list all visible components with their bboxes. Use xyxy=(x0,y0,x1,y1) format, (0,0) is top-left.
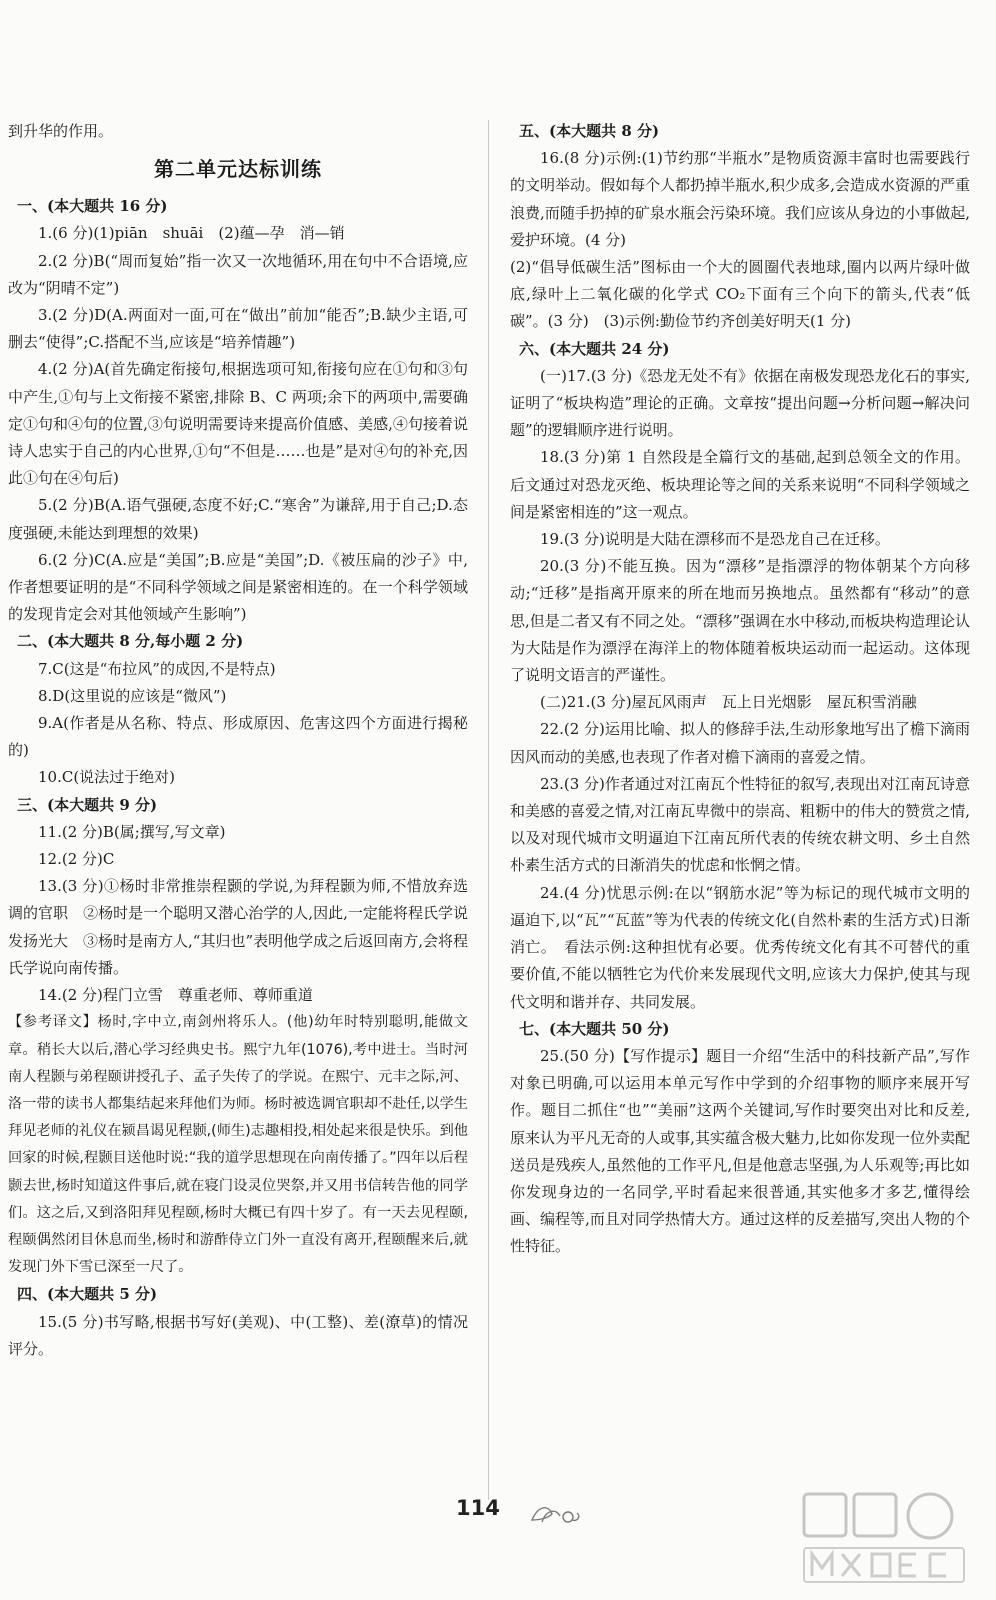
answer-item: 23.(3 分)作者通过对江南瓦个性特征的叙写,表现出对江南瓦诗意和美感的喜爱之情,对江南瓦卑微中的崇高、粗粝中的伟大的赞赏之情,以及对现代城市文明逼迫下江南瓦所代表的传统农耕文明、乡土自然朴素生活方式的日渐消失的忧虑和怅惘之情。 xyxy=(510,774,970,875)
answer-item: 10.C(说法过于绝对) xyxy=(38,768,176,787)
section-heading: 三、(本大题共 9 分) xyxy=(17,795,158,814)
answer-item: 14.(2 分)程门立雪 尊重老师、尊师重道 xyxy=(38,986,313,1005)
answer-item: 24.(4 分)忧思示例:在以“钢筋水泥”等为标记的现代城市文明的逼迫下,以“瓦”“瓦蓝”等为代表的传统文化(自然朴素的生活方式)日渐消亡。 看法示例:这种担忧有必要。优秀传统文化有其不可替代的重要价值,不能以牺牲它为代价来发展现代文明,应该大力保护,使其与现代文明和谐并存、共同发展。 xyxy=(510,883,970,1011)
section-heading: 七、(本大题共 50 分) xyxy=(519,1019,670,1038)
answer-item: 16.(8 分)示例:(1)节约那“半瓶水”是物质资源丰富时也需要践行的文明举动。假如每个人都扔掉半瓶水,积少成多,会造成水资源的严重浪费,而随手扔掉的矿泉水瓶会污染环境。我们应该从身边的小事做起,爱护环境。(4 分) xyxy=(510,149,970,249)
answer-item: 1.(6 分)(1)piān shuāi (2)蕴—孕 消—销 xyxy=(38,224,345,243)
answer-item: 4.(2 分)A(首先确定衔接句,根据选项可知,衔接句应在①句和③句中产生,①句与上文衔接不紧密,排除 B、C 两项;余下的两项中,需要确定①句和④句的位置,③句说明需要诗来提高价值感、美感,④句接着说诗人忠实于自己的内心世界,①句“不但是……也是”是对④句的补充,因此①句在④句后) xyxy=(8,360,468,488)
answer-item: 8.D(这里说的应该是“微风”) xyxy=(38,686,227,705)
answer-item: 9.A(作者是从名称、特点、形成原因、危害这四个方面进行揭秘的) xyxy=(8,714,468,760)
watermark-logo-icon xyxy=(800,1490,980,1590)
answer-item: 19.(3 分)说明是大陆在漂移而不是恐龙自己在迁移。 xyxy=(540,530,890,549)
page-number: 114 xyxy=(456,1496,500,1520)
answer-item: 12.(2 分)C xyxy=(38,850,115,869)
answer-item: 13.(3 分)①杨时非常推崇程颢的学说,为拜程颢为师,不惜放弃选调的官职 ②杨时是一个聪明又潜心治学的人,因此,一定能将程氏学说发扬光大 ③杨时是南方人,“其归也”表明他学成之后返回南方,会将程氏学说向南传播。 xyxy=(8,877,468,977)
answer-item: 7.C(这是“布拉风”的成因,不是特点) xyxy=(38,659,276,678)
answer-item: 20.(3 分)不能互换。因为“漂移”是指漂浮的物体朝某个方向移动;“迁移”是指离开原来的所在地而另换地点。虽然都有“移动”的意思,但是二者又有不同之处。“漂移”强调在水中移动,而板块构造理论认为大陆是作为漂浮在海洋上的物体随着板块运动而一起运动。这体现了说明文语言的严谨性。 xyxy=(510,557,970,685)
answer-item: 5.(2 分)B(A.语气强硬,态度不好;C.“寒舍”为谦辞,用于自己;D.态度强硬,未能达到理想的效果) xyxy=(8,496,468,542)
answer-paragraph: (2)“倡导低碳生活”图标由一个大的圆圈代表地球,圈内以两片绿叶做底,绿叶上二氧化碳的化学式 CO₂下面有三个向下的箭头,代表“低碳”。(3 分) (3)示例:勤俭节约齐创美好明天(1 分) xyxy=(510,258,970,331)
answer-item: 22.(2 分)运用比喻、拟人的修辞手法,生动形象地写出了檐下滴雨因风而动的美感,也表现了作者对檐下滴雨的喜爱之情。 xyxy=(510,720,970,766)
answer-item: 15.(5 分)书写略,根据书写好(美观)、中(工整)、差(潦草)的情况评分。 xyxy=(8,1312,468,1358)
answer-item: 25.(50 分)【写作提示】题目一介绍“生活中的科技新产品”,写作对象已明确,可以运用本单元写作中学到的介绍事物的顺序来展开写作。题目二抓住“也”“美丽”这两个关键词,写作时要突出对比和反差,原来认为平凡无奇的人或事,其实蕴含极大魅力,比如你发现一位外卖配送员是残疾人,虽然他的工作平凡,但是他意志坚强,为人乐观等;再比如你发现身边的一名同学,平时看起来很普通,其实他多才多艺,懂得绘画、编程等,而且对同学热情大方。通过这样的反差描写,突出人物的个性特征。 xyxy=(510,1046,970,1256)
section-heading: 一、(本大题共 16 分) xyxy=(17,197,168,216)
section-heading: 六、(本大题共 24 分) xyxy=(519,339,670,358)
reference-translation: 【参考译文】杨时,字中立,南剑州将乐人。(他)幼年时特别聪明,能做文章。稍长大以后,潜心学习经典史书。熙宁九年(1076),考中进士。当时河南人程颢与弟程颐讲授孔子、孟子失传了的学说。在熙宁、元丰之际,河、洛一带的读书人都集结起来拜他们为师。杨时被选调官职却不赴任,以学生拜见老师的礼仪在颍昌谒见程颢,(师生)志趣相投,相处起来很是快乐。到他回家的时候,程颢目送他时说:“我的道学思想现在向南传播了。”四年以后程颢去世,杨时知道这件事后,就在寝门设灵位哭祭,并又用书信转告他的同学们。这之后,又到洛阳拜见程颐,杨时大概已有四十岁了。有一天去见程颐,程颐偶然闭目休息而坐,杨时和游酢侍立门外一直没有离开,程颐醒来后,就发现门外下雪已深至一尺了。 xyxy=(8,1014,468,1276)
right-column xyxy=(510,118,970,1261)
section-heading: 四、(本大题共 5 分) xyxy=(17,1285,158,1304)
leaf-swirl-ornament-icon xyxy=(528,1498,584,1528)
answer-item: (二)21.(3 分)屋瓦风雨声 瓦上日光烟影 屋瓦积雪消融 xyxy=(540,693,917,712)
answer-item: 18.(3 分)第 1 自然段是全篇行文的基础,起到总领全文的作用。后文通过对恐龙灭绝、板块理论等之间的关系来说明“不同科学领域之间是紧密相连的”这一观点。 xyxy=(510,448,970,521)
answer-item: 3.(2 分)D(A.两面对一面,可在“做出”前加“能否”;B.缺少主语,可删去“使得”;C.搭配不当,应该是“培养情趣”) xyxy=(8,306,468,352)
left-column xyxy=(8,118,468,1363)
answer-item: 11.(2 分)B(属;撰写,写文章) xyxy=(38,822,226,841)
answer-item: 6.(2 分)C(A.应是“美国”;B.应是“美国”;D.《被压扁的沙子》中,作者想要证明的是“不同科学领域之间是紧密相连的。在一个科学领域的发现肯定会对其他领域产生影响”) xyxy=(8,550,468,624)
section-heading: 五、(本大题共 8 分) xyxy=(519,122,660,140)
answer-item: 2.(2 分)B(“周而复始”指一次又一次地循环,用在句中不合语境,应改为“阴晴不定”) xyxy=(8,251,468,297)
section-title: 第二单元达标训练 xyxy=(154,157,322,182)
section-heading: 二、(本大题共 8 分,每小题 2 分) xyxy=(17,632,244,651)
column-divider xyxy=(488,120,489,1500)
answer-item: (一)17.(3 分)《恐龙无处不有》依据在南极发现恐龙化石的事实,证明了“板块构造”理论的正确。文章按“提出问题→分析问题→解决问题”的逻辑顺序进行说明。 xyxy=(510,366,970,440)
answer-paragraph: 到升华的作用。 xyxy=(8,122,114,140)
